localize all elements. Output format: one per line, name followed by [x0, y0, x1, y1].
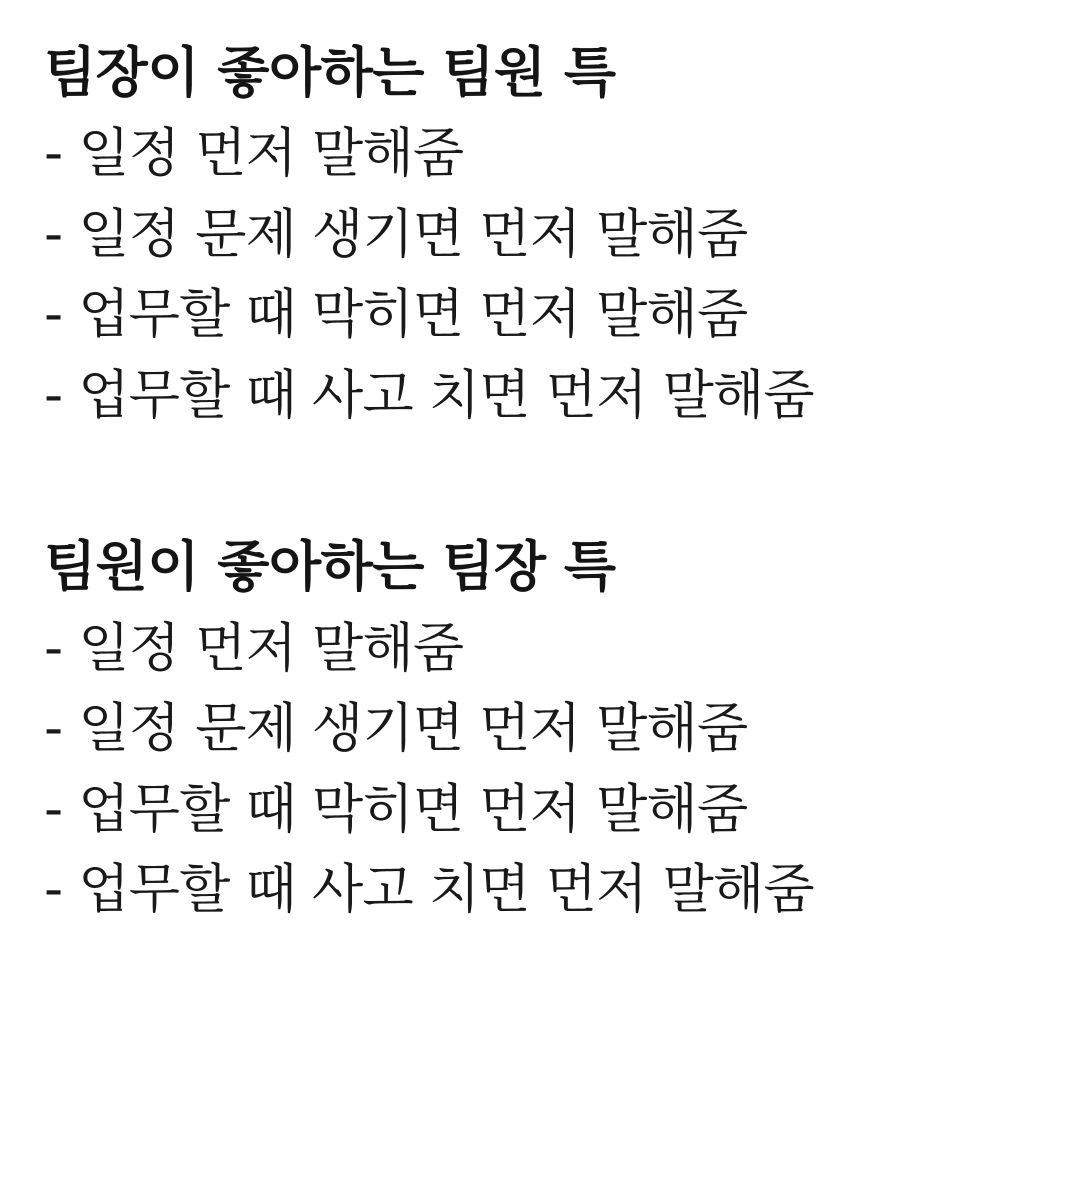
text-block-team-member-favorite: [44, 532, 1040, 930]
list-item: - 업무할 때 사고 치면 먼저 말해줌: [44, 859, 814, 921]
list-item: - 업무할 때 막히면 먼저 말해줌: [44, 778, 748, 840]
list-item: - 일정 먼저 말해줌: [44, 123, 464, 185]
list-item: - 일정 문제 생기면 먼저 말해줌: [44, 698, 748, 760]
list-item: - 업무할 때 막히면 먼저 말해줌: [44, 284, 748, 346]
list-item: - 업무할 때 사고 치면 먼저 말해줌: [44, 364, 814, 426]
page-title: 팀장이 좋아하는 팀원 특: [44, 41, 616, 104]
text-block-team-leader-favorite: [44, 38, 1040, 436]
list-item: - 일정 먼저 말해줌: [44, 617, 464, 679]
section-title: 팀원이 좋아하는 팀장 특: [44, 535, 616, 599]
list-item: - 일정 문제 생기면 먼저 말해줌: [44, 203, 748, 265]
